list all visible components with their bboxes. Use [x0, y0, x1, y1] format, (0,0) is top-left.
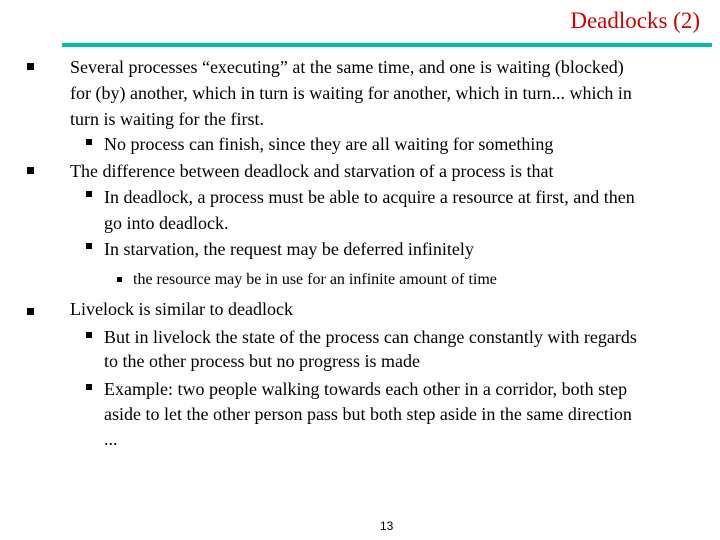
bullet-icon: [86, 332, 92, 338]
slide-title: Deadlocks (2): [570, 8, 700, 33]
item-2-sub-2: In starvation, the request may be deferred infinitely: [104, 239, 474, 259]
item-2-sub-1-line-1: In deadlock, a process must be able to acquire a resource at first, and then: [104, 187, 635, 207]
bullet-icon: [27, 63, 34, 70]
item-2-sub-1-line-2: go into deadlock.: [104, 213, 229, 233]
bullet-icon: [86, 139, 92, 145]
title-rule: [62, 43, 712, 47]
item-3-sub-2-line-1: Example: two people walking towards each other in a corridor, both step: [104, 379, 628, 399]
bullet-icon: [117, 277, 122, 282]
item-3-sub-1-line-2: to the other process but no progress is made: [104, 351, 420, 371]
item-2-line-1: The difference between deadlock and starvation of a process is that: [70, 161, 554, 181]
page-number: 13: [380, 519, 394, 533]
item-1-sub-1: No process can finish, since they are all waiting for something: [104, 134, 554, 154]
item-3-line-1: Livelock is similar to deadlock: [70, 299, 293, 319]
bullet-icon: [86, 384, 92, 390]
bullet-icon: [27, 167, 34, 174]
bullet-icon: [86, 191, 92, 197]
bullet-icon: [27, 308, 34, 315]
item-3-sub-2-line-3: ...: [104, 429, 118, 449]
item-3-sub-2-line-2: aside to let the other person pass but both step aside in the same direction: [104, 404, 632, 424]
item-3-sub-1-line-1: But in livelock the state of the process can change constantly with regards: [104, 327, 637, 347]
item-1-line-3: turn is waiting for the first.: [70, 109, 264, 129]
bullet-icon: [86, 243, 92, 249]
item-2-sub-2-sub-1: the resource may be in use for an infinite amount of time: [133, 271, 497, 288]
item-1-line-1: Several processes “executing” at the same time, and one is waiting (blocked): [70, 57, 624, 77]
item-1-line-2: for (by) another, which in turn is waiting for another, which in turn... which in: [70, 83, 632, 103]
